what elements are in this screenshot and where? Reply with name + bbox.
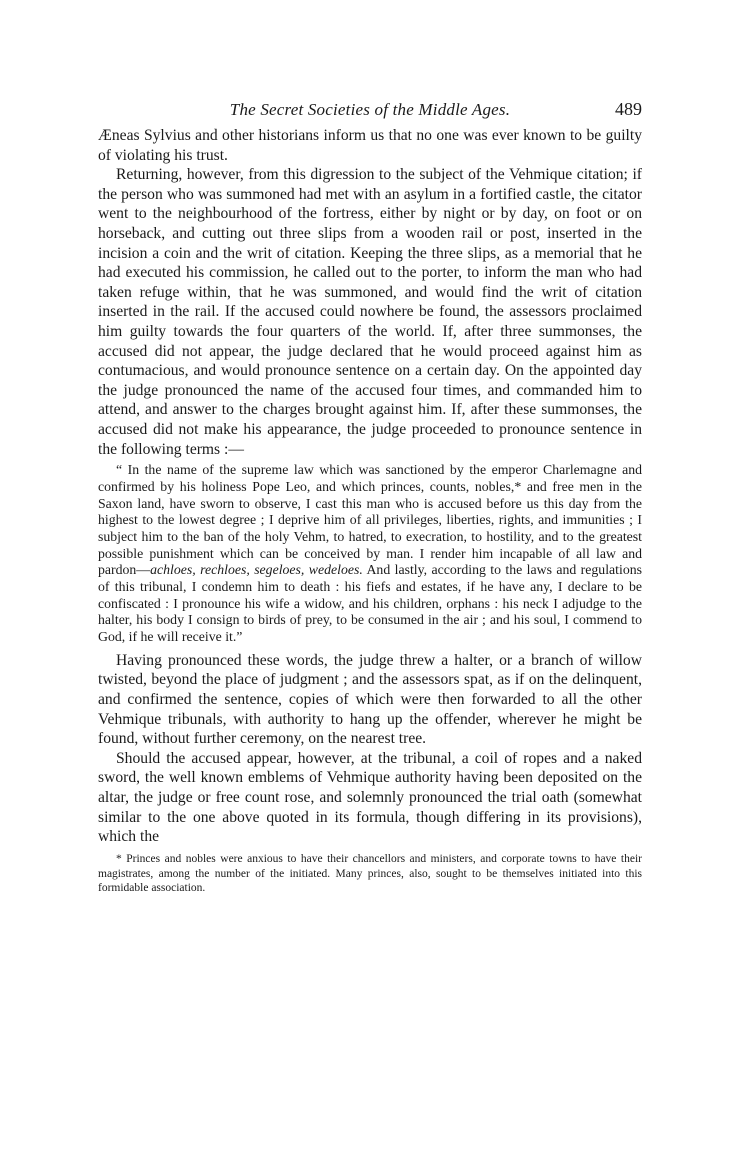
quote-text-1: “ In the name of the supreme law which was sanctioned by the emperor Charlemagne and confirmed by his holiness Pope Leo, and which princes, counts, nobles,* and free men in the Saxon land, have sworn to observe, I cast this man who is accused before us this day from the highest to the lowest degree ; I deprive him of all privileges, liberties, rights, and immunities ; I subject him to the ban of the holy Vehm, to hatred, to execration, to hostility, and to the greatest possible punishment which can be conceived by man. I render him incapable of all law and pardon— xyxy=(98,462,642,578)
running-head xyxy=(98,96,642,126)
sentence-quote xyxy=(98,462,642,646)
footnote: * Princes and nobles were anxious to have their chancellors and ministers, and corporate towns to have their magistrates, among the number of the initiated. Many princes, also, sought to be themselves initiated into this formidable association. xyxy=(98,852,642,895)
paragraph-2: Returning, however, from this digression to the subject of the Vehmique citation; if the person who was summoned had met with an asylum in a fortified castle, the citator went to the neighbourhood of the fortress, either by night or by day, on foot or on horseback, and cutting out three slips from a wooden rail or post, inserted in the incision a coin and the writ of citation. Keeping the three slips, as a memorial that he had executed his commission, he called out to the porter, to inform the man who had taken refuge within, that he was summoned, and would find the writ of citation inserted in the rail. If the accused could nowhere be found, the assessors proclaimed him guilty towards the four quarters of the world. If, after three summonses, the accused did not appear, the judge declared that he would proceed against him as contumacious, and would pronounce sentence on a certain day. On the appointed day the judge pronounced the name of the accused four times, and commanded him to attend, and answer to the charges brought against him. If, after these summonses, the accused did not make his appearance, the judge proceeded to pronounce sentence in the following terms :— xyxy=(98,166,642,458)
quote-text-2: And lastly, according to the laws and regulations of this tribunal, I condemn him to death : his fiefs and estates, if he have any, I declare to be confiscated : I pronounce his wife a widow, and his children, orphans : his neck I adjudge to the halter, his body I consign to birds of prey, to be consumed in the air ; and his soul, I commend to God, if he will receive it.” xyxy=(98,562,642,645)
paragraph-3: Having pronounced these words, the judge threw a halter, or a branch of willow twisted, beyond the place of judgment ; and the assessors spat, as if on the delinquent, and confirmed the sentence, copies of which were then forwarded to all the other Vehmique tribunals, with authority to hang up the offender, wherever he might be found, without further ceremony, on the nearest tree. xyxy=(98,651,642,748)
page-number: 489 xyxy=(615,99,642,119)
quote-italic-terms: achloes, rechloes, segeloes, wedeloes. xyxy=(150,562,363,578)
running-title: The Secret Societies of the Middle Ages. xyxy=(229,100,511,119)
paragraph-4: Should the accused appear, however, at the tribunal, a coil of ropes and a naked sword, the well known emblems of Vehmique authority having been deposited on the altar, the judge or free count rose, and solemnly pronounced the trial oath (somewhat similar to the one above quoted in its formula, though differing in its provisions), which the xyxy=(98,749,642,846)
book-page xyxy=(98,96,642,896)
paragraph-1: Æneas Sylvius and other historians inform us that no one was ever known to be guilty of violating his trust. xyxy=(98,127,642,164)
